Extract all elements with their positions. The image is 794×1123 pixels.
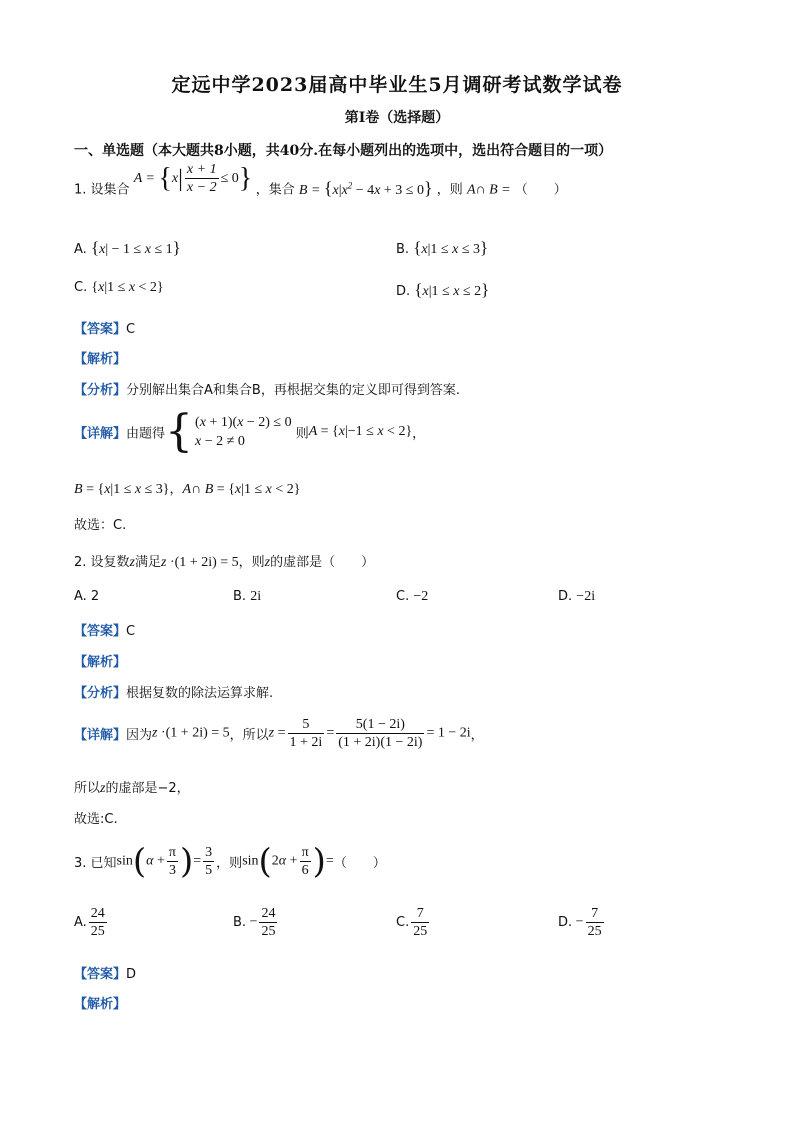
q3-paren: （ ） [333, 856, 386, 871]
q1-opt-c-formula: {x|1 ≤ x < 2} [91, 280, 164, 295]
question-2: 2. 设复数z满足z ·(1 + 2i) = 5，则z的虚部是（ ） [74, 555, 375, 570]
q2-opt-b-label: B. [233, 589, 247, 604]
q1-opt-a-formula: {x| − 1 ≤ x ≤ 1} [90, 238, 181, 257]
detail-because: 因为 [126, 728, 153, 743]
q2-answer [74, 620, 135, 639]
q3-option-a: A. $\frac{24}{25}$ [74, 906, 105, 939]
q2-option-d [558, 589, 595, 605]
q3-option-d: D. − $\frac{7}{25}$ [558, 906, 602, 939]
set-b-formula: $B = \{x|x^2 - 4x + 3 \le 0\}$ [298, 177, 433, 198]
analysis-tag: 【解析】 [74, 352, 127, 367]
detail-tag: 【详解】 [74, 426, 127, 442]
q3-opt-b-label: B. [233, 915, 247, 930]
q1-option-b [396, 238, 488, 258]
answer-value: C [126, 322, 136, 337]
q1-opt-c-label: C. [74, 280, 88, 295]
answer-tag: 【答案】 [74, 624, 127, 639]
q3-opt-a-label: A. [74, 915, 87, 930]
answer-tag: 【答案】 [74, 322, 127, 337]
detail-tag: 【详解】 [74, 728, 127, 743]
q1-mid: ，集合 [255, 182, 295, 198]
q1-opt-d-formula: {x|1 ≤ x ≤ 2} [414, 280, 490, 299]
question-3: 3. 已知sin(α + $\frac{\pi}{3}$ )= $\frac{3}{5}$ ，则sin(2α + $\frac{\pi}{6}$ )=（ ） [74, 841, 386, 882]
page-title: 定远中学2023届高中毕业生5月调研考试数学试卷 [171, 74, 623, 96]
q2-choose: 故选:C. [74, 812, 118, 827]
detail-then: 则 [295, 426, 309, 442]
q2-suffix: ，则 [238, 555, 265, 570]
q1-suffix: ，则 [436, 182, 463, 198]
q3-prefix: 3. 已知 [74, 856, 117, 871]
analysis-tag: 【解析】 [74, 655, 127, 670]
q2-analysis-heading [74, 651, 126, 670]
q1-opt-d-label: D. [396, 284, 411, 299]
answer-value: D [126, 967, 137, 982]
q3-answer [74, 963, 136, 982]
fenxi-text: 分别解出集合A和集合B，再根据交集的定义即可得到答案. [126, 383, 460, 398]
answer-tag: 【答案】 [74, 967, 127, 982]
q1-sets-line: B = {x|1 ≤ x ≤ 3}，A∩ B = {x|1 ≤ x < 2} [74, 482, 301, 497]
q2-opt-c-value: −2 [413, 589, 429, 604]
q2-satisfies: 满足 [135, 555, 162, 570]
q2-fenxi [74, 682, 273, 701]
q3-opt-c-label: C. [396, 915, 410, 930]
page-subtitle: 第I卷（选择题） [344, 110, 450, 126]
q3-analysis-heading [74, 993, 126, 1012]
q1-prefix: 1. 设集合 [74, 182, 130, 198]
q2-imag: 的虚部是（ ） [270, 555, 375, 570]
q1-opt-b-formula: {x|1 ≤ x ≤ 3} [413, 238, 489, 257]
q2-option-b [233, 589, 261, 605]
section-heading: 一、单选题（本大题共8小题，共40分.在每小题列出的选项中，选出符合题目的一项） [74, 143, 613, 159]
intersection-formula: A∩ B = [466, 182, 511, 198]
q2-prefix: 2. 设复数 [74, 555, 130, 570]
q2-opt-d-label: D. [558, 589, 573, 604]
q2-opt-b-value: 2i [250, 589, 262, 604]
q1-opt-b-label: B. [396, 242, 410, 257]
set-a-formula: A = {x| $\frac{x + 1}{x - 2}$ ≤ 0} [133, 162, 253, 195]
q1-answer [74, 318, 135, 337]
fenxi-tag: 【分析】 [74, 383, 127, 398]
fenxi-text: 根据复数的除法运算求解. [126, 686, 274, 701]
q2-option-c [396, 589, 428, 605]
q1-analysis-heading [74, 348, 126, 367]
q1-paren: （ ） [514, 182, 567, 198]
q3-option-c: C. $\frac{7}{25}$ [396, 906, 428, 939]
q2-result: 所以z的虚部是−2， [74, 781, 190, 796]
q3-option-b: B. − $\frac{24}{25}$ [233, 906, 276, 939]
q1-opt-a-label: A. [74, 242, 87, 257]
q3-opt-d-label: D. [558, 915, 573, 930]
detail-so: ，所以 [229, 728, 269, 743]
q2-detail: 【详解】因为z ·(1 + 2i) = 5，所以z = $\frac{5}{1 + 2i}$ = $\frac{5(1 - 2i)}{(1 + 2i)(1 - 2i)}$ = 1 − 2i， [74, 717, 484, 750]
q2-opt-d-value: −2i [576, 589, 596, 604]
q1-option-a [74, 238, 181, 258]
q1-choose: 故选：C. [74, 518, 127, 533]
q2-option-a: A. 2 [74, 589, 100, 604]
answer-value: C [126, 624, 136, 639]
q1-option-d [396, 280, 489, 300]
result-prefix: 所以 [74, 781, 101, 796]
q3-then: ，则 [216, 856, 243, 871]
detail-prefix: 由题得 [126, 426, 166, 442]
q2-opt-c-label: C. [396, 589, 410, 604]
q1-option-c [74, 280, 164, 296]
analysis-tag: 【解析】 [74, 997, 127, 1012]
fenxi-tag: 【分析】 [74, 686, 127, 701]
question-1 [74, 162, 567, 208]
q1-fenxi [74, 379, 460, 398]
result-suffix: 的虚部是−2， [105, 781, 190, 796]
q1-detail: 【详解】由题得{ (x + 1)(x − 2) ≤ 0 x − 2 ≠ 0 则A = {x|−1 ≤ x < 2}， [74, 406, 426, 457]
